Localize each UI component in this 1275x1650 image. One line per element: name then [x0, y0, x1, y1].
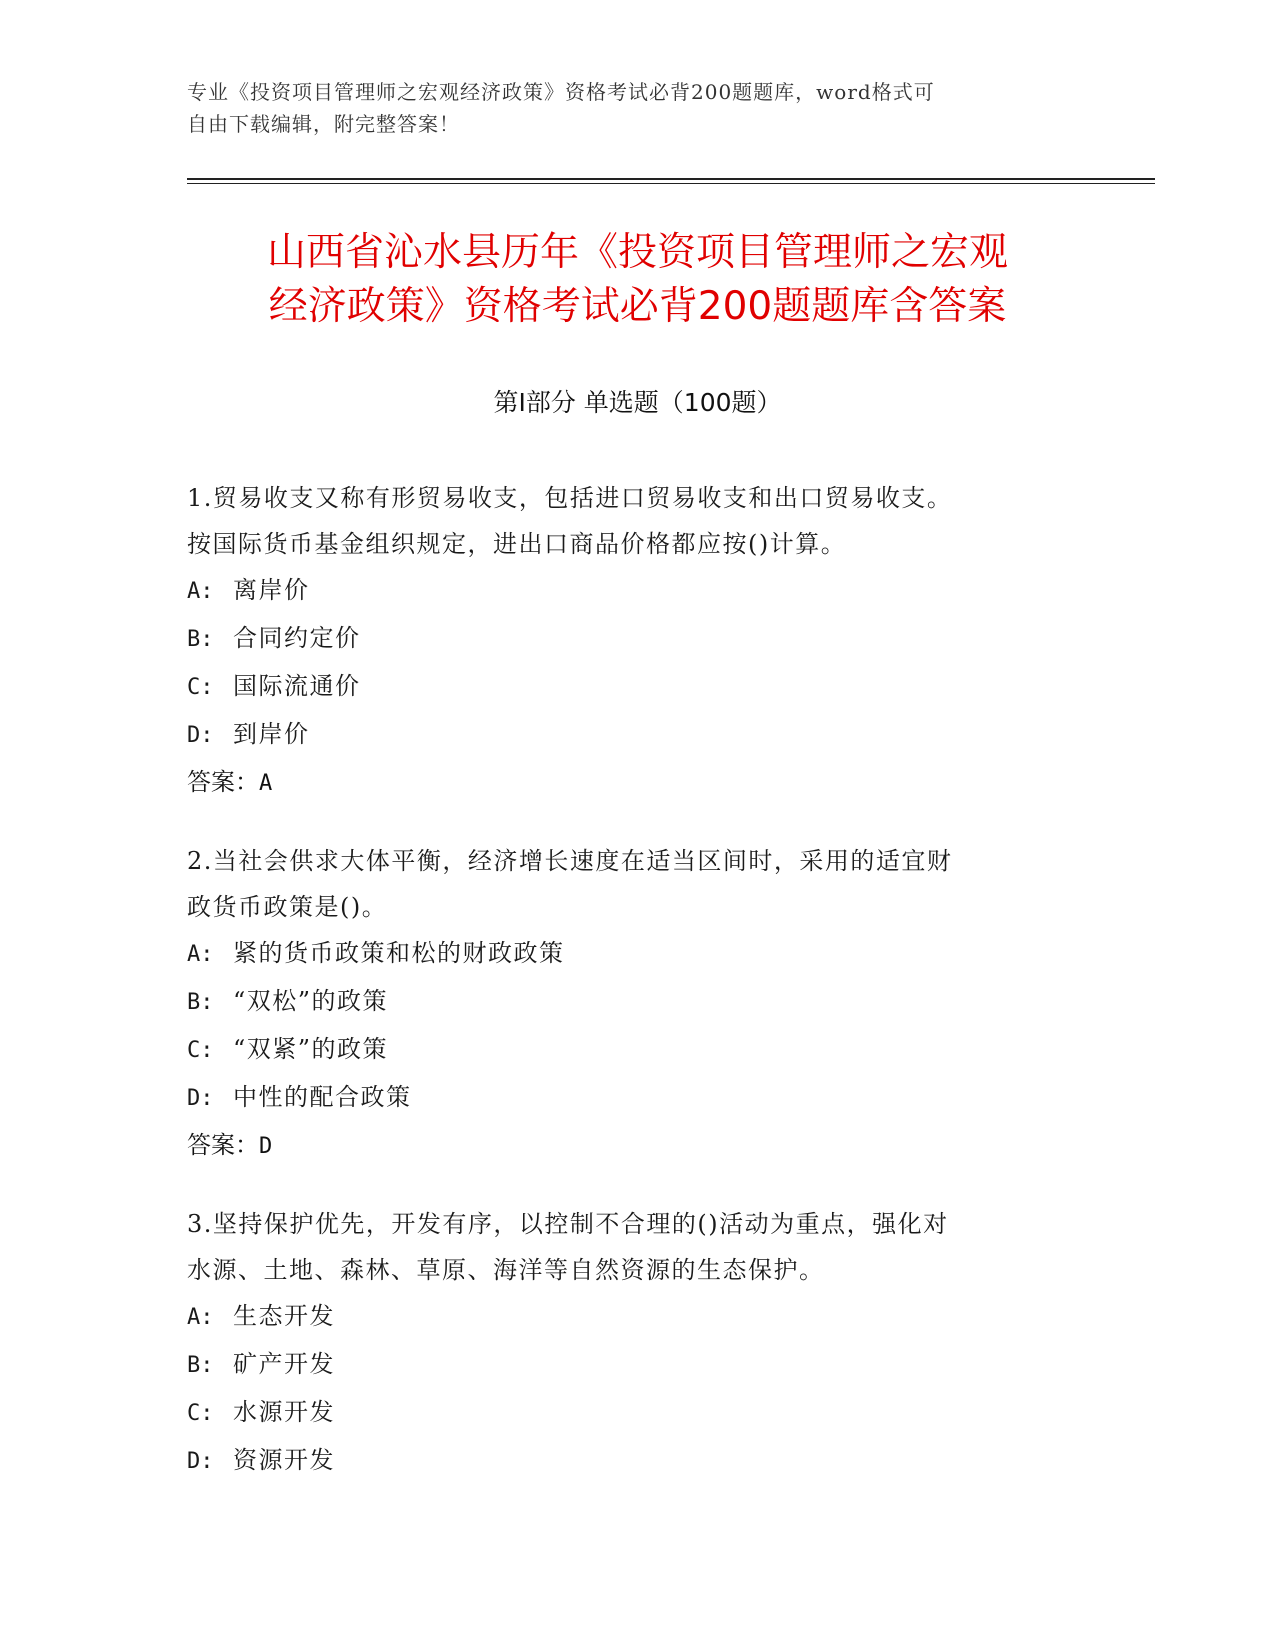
option-c [187, 1389, 1087, 1437]
option-letter: B: [187, 627, 214, 652]
question-3 [187, 1201, 1087, 1485]
option-text: “双紧”的政策 [233, 1035, 389, 1063]
option-text: 到岸价 [233, 720, 310, 748]
header-note [187, 76, 1087, 140]
question-stem [187, 838, 1087, 930]
document-title [160, 226, 1115, 334]
answer-label: 答案： [187, 1131, 259, 1159]
question-stem-line-2: 按国际货币基金组织规定，进出口商品价格都应按()计算。 [187, 530, 847, 558]
answer-value: A [259, 771, 273, 796]
option-letter: A: [187, 942, 214, 967]
option-d [187, 711, 1087, 759]
question-stem [187, 1201, 1087, 1293]
option-a [187, 1293, 1087, 1341]
option-letter: B: [187, 990, 214, 1015]
question-stem-line-1: 2.当社会供求大体平衡，经济增长速度在适当区间时，采用的适宜财 [187, 847, 953, 875]
question-stem-line-1: 3.坚持保护优先，开发有序，以控制不合理的()活动为重点，强化对 [187, 1210, 949, 1238]
option-text: 生态开发 [233, 1302, 335, 1330]
question-stem-line-1: 1.贸易收支又称有形贸易收支，包括进口贸易收支和出口贸易收支。 [187, 484, 953, 512]
document-title-line-2: 经济政策》资格考试必背200题题库含答案 [268, 284, 1007, 329]
answer-line [187, 759, 1087, 807]
option-a [187, 567, 1087, 615]
option-letter: C: [187, 1038, 214, 1063]
option-text: 中性的配合政策 [233, 1083, 412, 1111]
option-text: “双松”的政策 [233, 987, 389, 1015]
header-note-line-1: 专业《投资项目管理师之宏观经济政策》资格考试必背200题题库，word格式可 [187, 80, 935, 104]
option-letter: A: [187, 579, 214, 604]
option-d [187, 1074, 1087, 1122]
option-d [187, 1437, 1087, 1485]
question-1 [187, 475, 1087, 807]
header-divider-thin [187, 183, 1155, 184]
option-letter: D: [187, 1086, 214, 1111]
option-letter: A: [187, 1305, 214, 1330]
option-b [187, 978, 1087, 1026]
option-text: 国际流通价 [233, 672, 361, 700]
question-stem [187, 475, 1087, 567]
option-letter: B: [187, 1353, 214, 1378]
answer-label: 答案： [187, 768, 259, 796]
option-text: 水源开发 [233, 1398, 335, 1426]
question-stem-line-2: 水源、土地、森林、草原、海洋等自然资源的生态保护。 [187, 1256, 825, 1284]
header-divider-thick [187, 178, 1155, 180]
document-title-line-1: 山西省沁水县历年《投资项目管理师之宏观 [266, 230, 1008, 275]
header-note-line-2: 自由下载编辑，附完整答案！ [187, 112, 460, 136]
option-letter: C: [187, 675, 214, 700]
section-title: 第Ⅰ部分 单选题（100题） [493, 388, 782, 417]
option-c [187, 663, 1087, 711]
option-b [187, 1341, 1087, 1389]
option-letter: C: [187, 1401, 214, 1426]
option-text: 资源开发 [233, 1446, 335, 1474]
answer-line [187, 1122, 1087, 1170]
question-2 [187, 838, 1087, 1170]
option-letter: D: [187, 723, 214, 748]
option-letter: D: [187, 1449, 214, 1474]
option-c [187, 1026, 1087, 1074]
option-text: 矿产开发 [233, 1350, 335, 1378]
question-stem-line-2: 政货币政策是()。 [187, 893, 388, 921]
option-text: 紧的货币政策和松的财政政策 [233, 939, 565, 967]
answer-value: D [259, 1134, 273, 1159]
option-text: 离岸价 [233, 576, 310, 604]
option-text: 合同约定价 [233, 624, 361, 652]
option-a [187, 930, 1087, 978]
option-b [187, 615, 1087, 663]
